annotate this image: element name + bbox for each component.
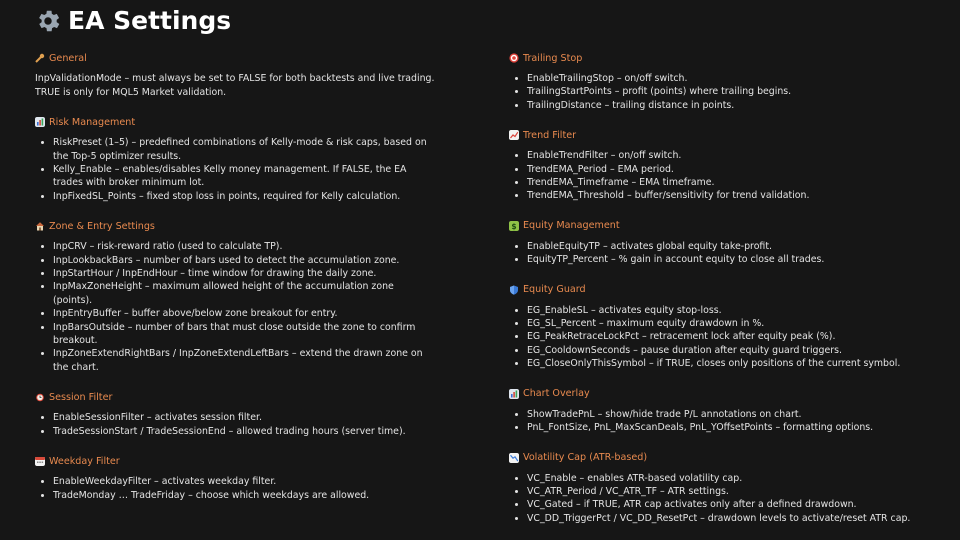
list-item: • VC_DD_TriggerPct / VC_DD_ResetPct – drawdown levels to activate/reset ATR cap. bbox=[527, 512, 929, 525]
list-item: • TrendEMA_Timeframe – EMA timeframe. bbox=[527, 176, 929, 189]
list-item: • Kelly_Enable – enables/disables Kelly money management. If FALSE, the EA trades with broker minimum lot. bbox=[53, 163, 435, 190]
section-heading bbox=[509, 279, 929, 301]
alarm-clock-icon bbox=[35, 392, 45, 402]
list-item: • ShowTradePnL – show/hide trade P/L annotations on chart. bbox=[527, 408, 929, 421]
section-volatility-cap bbox=[509, 447, 929, 526]
list-item: • TrailingDistance – trailing distance in points. bbox=[527, 99, 929, 112]
list-item: • VC_Gated – if TRUE, ATR cap activates only after a defined drawdown. bbox=[527, 498, 929, 511]
section-heading bbox=[35, 47, 435, 69]
section-title: Equity Guard bbox=[523, 284, 586, 296]
section-title: Weekday Filter bbox=[49, 455, 120, 467]
trend-down-icon bbox=[509, 453, 519, 463]
section-title: Chart Overlay bbox=[523, 388, 590, 400]
section-title: General bbox=[49, 52, 87, 64]
section-heading bbox=[509, 383, 929, 405]
section-heading bbox=[35, 450, 435, 472]
section-heading bbox=[509, 124, 929, 146]
zone-list bbox=[35, 240, 435, 374]
list-item: • EnableTrendFilter – on/off switch. bbox=[527, 149, 929, 162]
section-trend-filter bbox=[509, 124, 929, 203]
list-item: • TradeSessionStart / TradeSessionEnd – allowed trading hours (server time). bbox=[53, 425, 435, 438]
gear-icon bbox=[34, 7, 62, 35]
section-risk-management bbox=[35, 111, 435, 203]
list-item: • InpZoneExtendRightBars / InpZoneExtendLeftBars – extend the drawn zone on the chart. bbox=[53, 347, 435, 374]
section-title: Volatility Cap (ATR-based) bbox=[523, 452, 648, 463]
list-item: • VC_Enable – enables ATR-based volatility cap. bbox=[527, 472, 929, 485]
section-trailing-stop bbox=[509, 47, 929, 112]
list-item: • InpBarsOutside – number of bars that must close outside the zone to confirm breakout. bbox=[53, 321, 435, 348]
list-item: • InpEntryBuffer – buffer above/below zone breakout for entry. bbox=[53, 307, 435, 320]
list-item: • InpStartHour / InpEndHour – time window for drawing the daily zone. bbox=[53, 267, 435, 280]
overlay-list bbox=[509, 408, 929, 435]
section-equity-guard bbox=[509, 279, 929, 371]
section-title: Trend Filter bbox=[523, 129, 577, 141]
left-column bbox=[35, 47, 435, 514]
bar-chart-icon bbox=[509, 389, 519, 399]
section-chart-overlay bbox=[509, 383, 929, 435]
list-item: • EG_CooldownSeconds – pause duration after equity guard triggers. bbox=[527, 344, 929, 357]
list-item: • EnableEquityTP – activates global equity take-profit. bbox=[527, 240, 929, 253]
section-heading bbox=[35, 111, 435, 133]
right-column bbox=[509, 47, 929, 537]
list-item: • EG_EnableSL – activates equity stop-loss. bbox=[527, 304, 929, 317]
svg-text:$: $ bbox=[511, 221, 517, 231]
list-item: • InpMaxZoneHeight – maximum allowed height of the accumulation zone (points). bbox=[53, 280, 435, 307]
list-item: • EG_CloseOnlyThisSymbol – if TRUE, closes only positions of the current symbol. bbox=[527, 357, 929, 370]
list-item: • RiskPreset (1–5) – predefined combinations of Kelly-mode & risk caps, based on the Top-5 optimizer results. bbox=[53, 136, 435, 163]
list-item: • EG_PeakRetraceLockPct – retracement lock after equity peak (%). bbox=[527, 330, 929, 343]
section-equity-management bbox=[509, 215, 929, 267]
risk-list bbox=[35, 136, 435, 203]
shield-icon bbox=[509, 285, 519, 295]
list-item: • EnableSessionFilter – activates session filter. bbox=[53, 411, 435, 424]
trailing-list bbox=[509, 72, 929, 112]
section-session-filter bbox=[35, 386, 435, 438]
list-item: • TrendEMA_Threshold – buffer/sensitivity for trend validation. bbox=[527, 189, 929, 202]
list-item: • VC_ATR_Period / VC_ATR_TF – ATR settings. bbox=[527, 485, 929, 498]
general-text: InpValidationMode – must always be set to FALSE for both backtests and live trading. TRUE is only for MQL5 Market validation. bbox=[35, 73, 435, 98]
section-title: Trailing Stop bbox=[523, 52, 583, 64]
equity-guard-list bbox=[509, 304, 929, 371]
section-heading bbox=[509, 215, 929, 237]
list-item: • InpCRV – risk-reward ratio (used to calculate TP). bbox=[53, 240, 435, 253]
section-heading bbox=[509, 47, 929, 69]
list-item: • InpLookbackBars – number of bars used to detect the accumulation zone. bbox=[53, 254, 435, 267]
dollar-icon bbox=[509, 221, 519, 231]
target-icon bbox=[509, 53, 519, 63]
section-title: Session Filter bbox=[49, 391, 113, 403]
list-item: • EnableWeekdayFilter – activates weekday filter. bbox=[53, 475, 435, 488]
list-item: • PnL_FontSize, PnL_MaxScanDeals, PnL_YOffsetPoints – formatting options. bbox=[527, 421, 929, 434]
section-general bbox=[35, 47, 435, 99]
weekday-list bbox=[35, 475, 435, 502]
section-heading bbox=[35, 215, 435, 237]
section-title: Zone & Entry Settings bbox=[49, 220, 155, 232]
list-item: • EG_SL_Percent – maximum equity drawdown in %. bbox=[527, 317, 929, 330]
bar-chart-icon bbox=[35, 117, 45, 127]
section-weekday-filter bbox=[35, 450, 435, 502]
list-item: • EnableTrailingStop – on/off switch. bbox=[527, 72, 929, 85]
wrench-icon bbox=[35, 53, 45, 63]
section-heading bbox=[509, 447, 929, 469]
section-title: Risk Management bbox=[49, 116, 136, 128]
list-item: • TrendEMA_Period – EMA period. bbox=[527, 163, 929, 176]
page-title: EA Settings bbox=[68, 6, 232, 35]
calendar-icon bbox=[35, 456, 45, 466]
volatility-cap-list bbox=[509, 472, 929, 526]
trend-list bbox=[509, 149, 929, 203]
house-icon bbox=[35, 221, 45, 231]
trend-up-icon bbox=[509, 130, 519, 140]
section-title: Equity Management bbox=[523, 220, 620, 232]
section-zone-entry bbox=[35, 215, 435, 374]
session-list bbox=[35, 411, 435, 438]
list-item: • EquityTP_Percent – % gain in account equity to close all trades. bbox=[527, 253, 929, 266]
page-title-row bbox=[34, 6, 231, 35]
list-item: • InpFixedSL_Points – fixed stop loss in points, required for Kelly calculation. bbox=[53, 190, 435, 203]
equity-management-list bbox=[509, 240, 929, 267]
list-item: • TrailingStartPoints – profit (points) where trailing begins. bbox=[527, 85, 929, 98]
list-item: • TradeMonday … TradeFriday – choose which weekdays are allowed. bbox=[53, 489, 435, 502]
section-heading bbox=[35, 386, 435, 408]
